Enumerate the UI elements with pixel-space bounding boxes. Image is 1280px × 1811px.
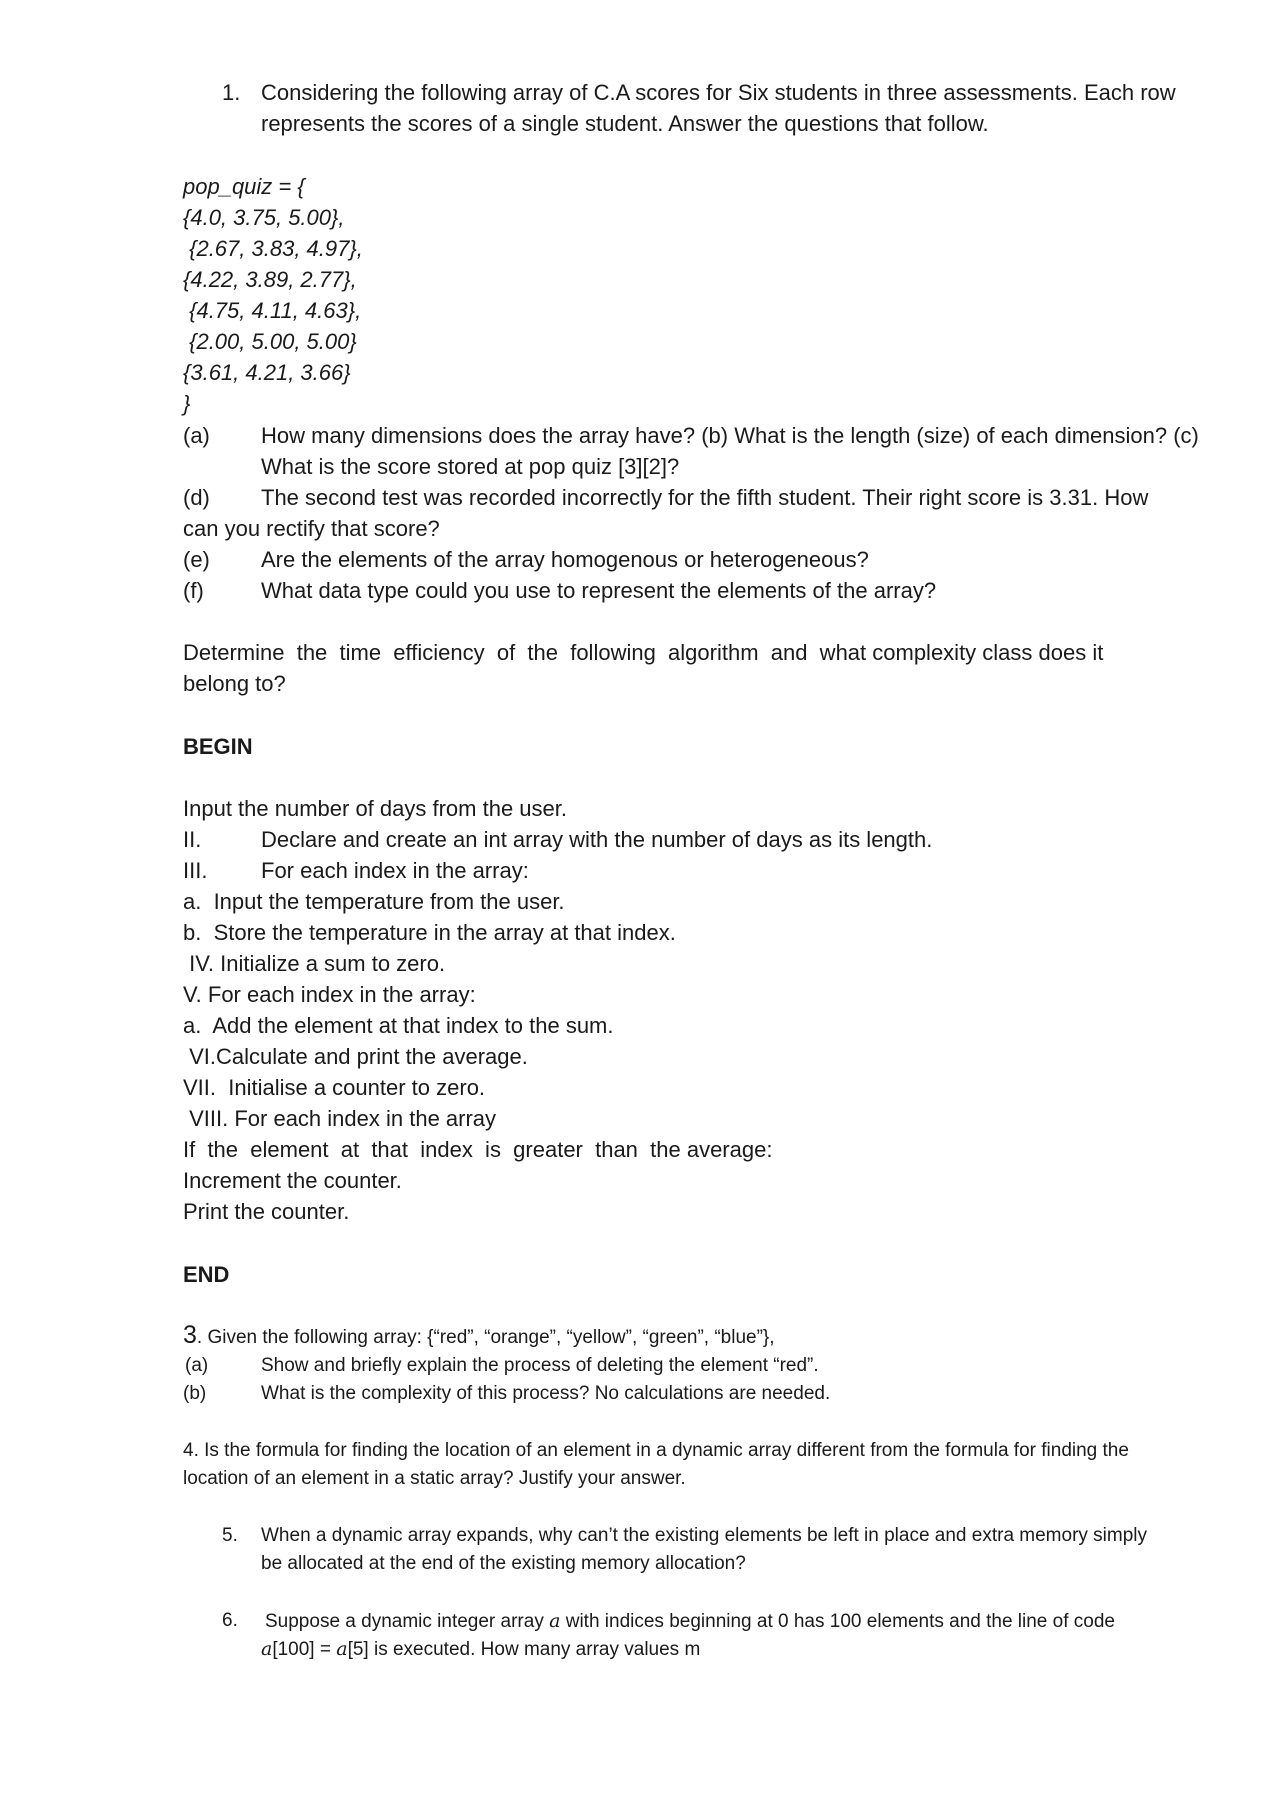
algorithm-substep: Increment the counter. xyxy=(183,1168,402,1193)
algorithm-substep: b. Store the temperature in the array at that index. xyxy=(183,920,676,945)
q6-line2-post: [5] is executed. How many array values m xyxy=(347,1639,701,1660)
algorithm-substep: a. Input the temperature from the user. xyxy=(183,889,565,914)
algorithm-step: IV. Initialize a sum to zero. xyxy=(183,951,446,976)
q1-a-label: (a) xyxy=(183,423,210,448)
algorithm-step: Print the counter. xyxy=(183,1199,350,1224)
q3-a-label: (a) xyxy=(185,1355,209,1376)
q2-intro-line2: belong to? xyxy=(183,671,286,696)
algorithm-step: VI.Calculate and print the average. xyxy=(183,1044,528,1069)
q1-e-label: (e) xyxy=(183,547,210,572)
code-line: {2.00, 5.00, 5.00} xyxy=(183,329,357,354)
q1-intro-line1: Considering the following array of C.A scores for Six students in three assessments. Each row xyxy=(261,80,1176,105)
algorithm-substep: If the element at that index is greater than the average: xyxy=(183,1137,773,1162)
q3-b-label: (b) xyxy=(183,1383,207,1404)
code-line: {4.22, 3.89, 2.77}, xyxy=(183,267,357,292)
q4-line1: 4. Is the formula for finding the location of an element in a dynamic array different from the formula for finding the xyxy=(183,1440,1129,1461)
q1-f-text: What data type could you use to represent the elements of the array? xyxy=(261,578,937,603)
q6-line1-pre: Suppose a dynamic integer array xyxy=(265,1611,550,1632)
algorithm-step: Input the number of days from the user. xyxy=(183,796,567,821)
q3-b-text: What is the complexity of this process? No calculations are needed. xyxy=(261,1383,831,1404)
algorithm-step: V. For each index in the array: xyxy=(183,982,476,1007)
code-line: pop_quiz = { xyxy=(183,174,305,199)
code-line: {4.0, 3.75, 5.00}, xyxy=(183,205,345,230)
code-line: } xyxy=(183,391,191,416)
q1-e-text: Are the elements of the array homogenous or heterogeneous? xyxy=(261,547,869,572)
q2-intro-line1: Determine the time efficiency of the following algorithm and what complexity class does it xyxy=(183,640,1104,665)
algorithm-end: END xyxy=(183,1262,230,1287)
q6-number: 6. xyxy=(222,1610,238,1631)
algorithm-step-label: III. xyxy=(183,858,208,883)
q5-line1: When a dynamic array expands, why can’t the existing elements be left in place and extra memory simply xyxy=(261,1525,1148,1546)
q1-d-label: (d) xyxy=(183,485,210,510)
q1-intro-line2: represents the scores of a single student. Answer the questions that follow. xyxy=(261,111,989,136)
q1-a-line2: What is the score stored at pop quiz [3][2]? xyxy=(261,454,680,479)
q6-line2-mid: [100] = xyxy=(272,1639,337,1660)
q5-line2: be allocated at the end of the existing memory allocation? xyxy=(261,1553,746,1574)
q1-d-line2: can you rectify that score? xyxy=(183,516,440,541)
code-line: {4.75, 4.11, 4.63}, xyxy=(183,298,362,323)
algorithm-begin: BEGIN xyxy=(183,734,253,759)
q3-heading xyxy=(183,1320,775,1352)
q6-line2 xyxy=(261,1635,700,1664)
q6-var-a: a xyxy=(549,1610,561,1632)
q1-number: 1. xyxy=(222,80,241,105)
algorithm-step-label: II. xyxy=(183,827,202,852)
q6-line1 xyxy=(265,1607,1115,1636)
code-line: {3.61, 4.21, 3.66} xyxy=(183,360,351,385)
algorithm-step: VIII. For each index in the array xyxy=(183,1106,497,1131)
q3-number: 3 xyxy=(183,1321,197,1349)
q3-text: . Given the following array: {“red”, “orange”, “yellow”, “green”, “blue”}, xyxy=(196,1327,775,1348)
q5-number: 5. xyxy=(222,1525,238,1546)
algorithm-step: For each index in the array: xyxy=(261,858,529,883)
q1-d-line1: The second test was recorded incorrectly for the fifth student. Their right score is 3.31. How xyxy=(261,485,1149,510)
algorithm-step: VII. Initialise a counter to zero. xyxy=(183,1075,486,1100)
q4-line2: location of an element in a static array? Justify your answer. xyxy=(183,1468,686,1489)
q3-a-text: Show and briefly explain the process of deleting the element “red”. xyxy=(261,1355,819,1376)
q6-line1-post: with indices beginning at 0 has 100 elements and the line of code xyxy=(560,1611,1115,1632)
q1-a-line1: How many dimensions does the array have? (b) What is the length (size) of each dimension? (c) xyxy=(261,423,1199,448)
algorithm-substep: a. Add the element at that index to the sum. xyxy=(183,1013,614,1038)
q1-f-label: (f) xyxy=(183,578,204,603)
algorithm-step: Declare and create an int array with the number of days as its length. xyxy=(261,827,933,852)
q6-var-a: a xyxy=(261,1638,273,1660)
q6-var-a: a xyxy=(336,1638,348,1660)
code-line: {2.67, 3.83, 4.97}, xyxy=(183,236,363,261)
